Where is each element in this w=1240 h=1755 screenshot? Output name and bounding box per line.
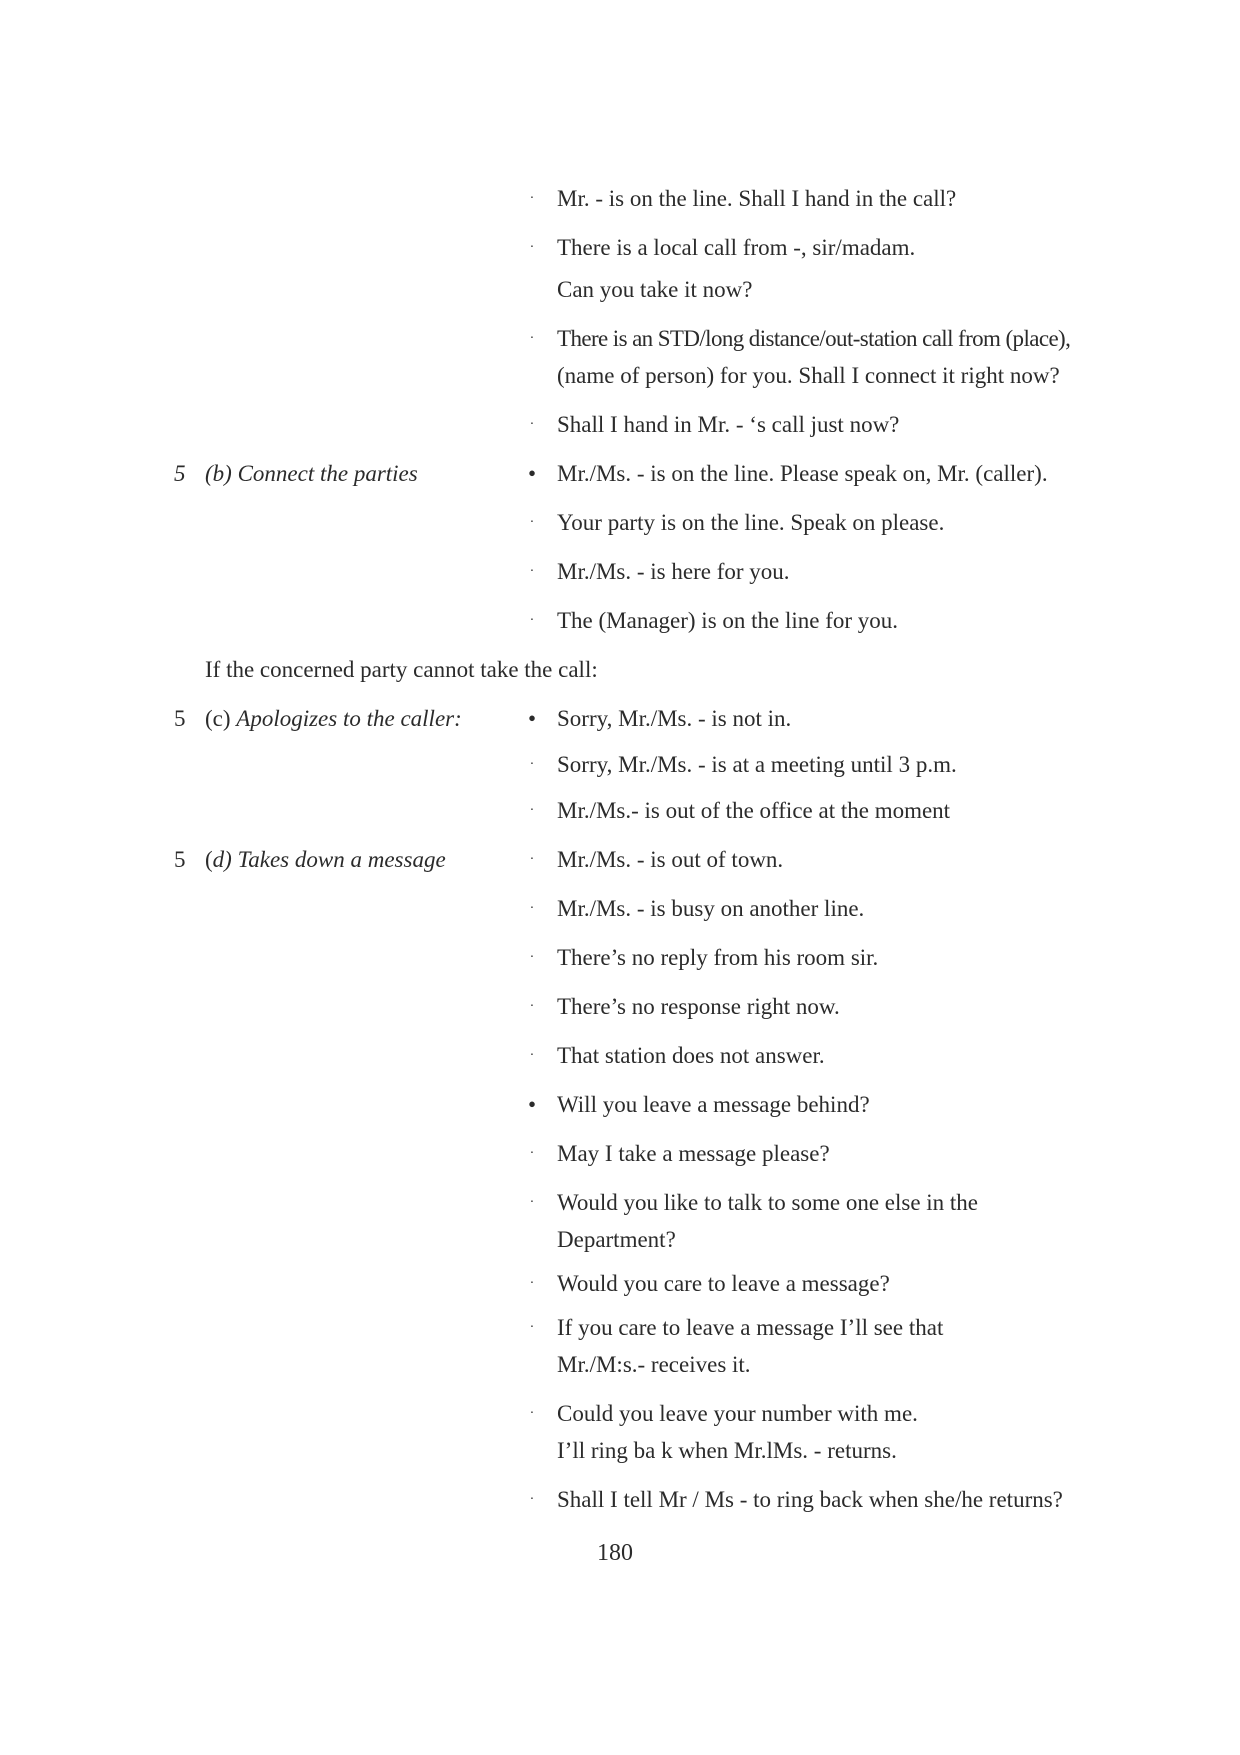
bullet: · xyxy=(529,1276,535,1291)
list-item: Could you leave your number with me. xyxy=(557,1401,918,1426)
list-item: Your party is on the line. Speak on please. xyxy=(557,510,945,535)
section-number: 5 xyxy=(174,706,186,731)
bullet: · xyxy=(529,901,535,916)
list-item: Will you leave a message behind? xyxy=(557,1092,870,1117)
list-item: There’s no reply from his room sir. xyxy=(557,945,879,970)
list-item-continuation: Mr./M:s.- receives it. xyxy=(557,1352,751,1377)
list-item: There’s no response right now. xyxy=(557,994,840,1019)
bullet: · xyxy=(529,613,535,628)
bullet: · xyxy=(529,1320,535,1335)
section-label-apologizes: (c) Apologizes to the caller: xyxy=(205,706,462,731)
bullet: · xyxy=(529,999,535,1014)
bullet: · xyxy=(529,1048,535,1063)
bullet: · xyxy=(529,240,535,255)
condition-note: If the concerned party cannot take the call: xyxy=(205,657,598,682)
bullet: • xyxy=(527,461,537,486)
list-item: Mr./Ms. - is on the line. Please speak on, Mr. (caller). xyxy=(557,461,1048,486)
bullet: · xyxy=(529,803,535,818)
bullet: · xyxy=(529,1492,535,1507)
section-label-connect-parties: (b) Connect the parties xyxy=(205,461,418,486)
section-number: 5 xyxy=(174,847,186,872)
list-item: That station does not answer. xyxy=(557,1043,825,1068)
bullet: · xyxy=(529,950,535,965)
list-item: Would you like to talk to some one else in the xyxy=(557,1190,979,1215)
list-item: There is a local call from -, sir/madam. xyxy=(557,235,916,260)
list-item: Sorry, Mr./Ms. - is not in. xyxy=(557,706,792,731)
bullet: · xyxy=(529,191,535,206)
list-item: Sorry, Mr./Ms. - is at a meeting until 3 p.m. xyxy=(557,752,957,777)
bullet: · xyxy=(529,1146,535,1161)
section-number: 5 xyxy=(174,461,186,486)
list-item: There is an STD/long distance/out-station call from (place), xyxy=(557,326,1071,351)
list-item: Mr./Ms.- is out of the office at the moment xyxy=(557,798,951,823)
list-item: Mr. - is on the line. Shall I hand in the call? xyxy=(557,186,957,211)
list-item: Mr./Ms. - is out of town. xyxy=(557,847,784,872)
bullet: · xyxy=(529,757,535,772)
section-label-takes-message: (d) Takes down a message xyxy=(205,847,446,872)
bullet: · xyxy=(529,515,535,530)
list-item: Shall I tell Mr / Ms - to ring back when she/he returns? xyxy=(557,1487,1063,1512)
list-item: Shall I hand in Mr. - ‘s call just now? xyxy=(557,412,900,437)
list-item-continuation: Department? xyxy=(557,1227,676,1252)
list-item: If you care to leave a message I’ll see that xyxy=(557,1315,944,1340)
list-item: May I take a message please? xyxy=(557,1141,830,1166)
list-item: Would you care to leave a message? xyxy=(557,1271,890,1296)
list-item-continuation: I’ll ring ba k when Mr.lMs. - returns. xyxy=(557,1438,897,1463)
page-number: 180 xyxy=(597,1540,633,1566)
list-item: The (Manager) is on the line for you. xyxy=(557,608,899,633)
list-item-continuation: (name of person) for you. Shall I connect it right now? xyxy=(557,363,1060,388)
bullet: · xyxy=(529,1195,535,1210)
bullet: • xyxy=(527,1092,537,1117)
list-item: Mr./Ms. - is busy on another line. xyxy=(557,896,865,921)
bullet: · xyxy=(529,852,535,867)
list-item-continuation: Can you take it now? xyxy=(557,277,753,302)
bullet: · xyxy=(529,1406,535,1421)
list-item: Mr./Ms. - is here for you. xyxy=(557,559,790,584)
bullet: • xyxy=(527,706,537,731)
bullet: · xyxy=(529,331,535,346)
bullet: · xyxy=(529,417,535,432)
bullet: · xyxy=(529,564,535,579)
